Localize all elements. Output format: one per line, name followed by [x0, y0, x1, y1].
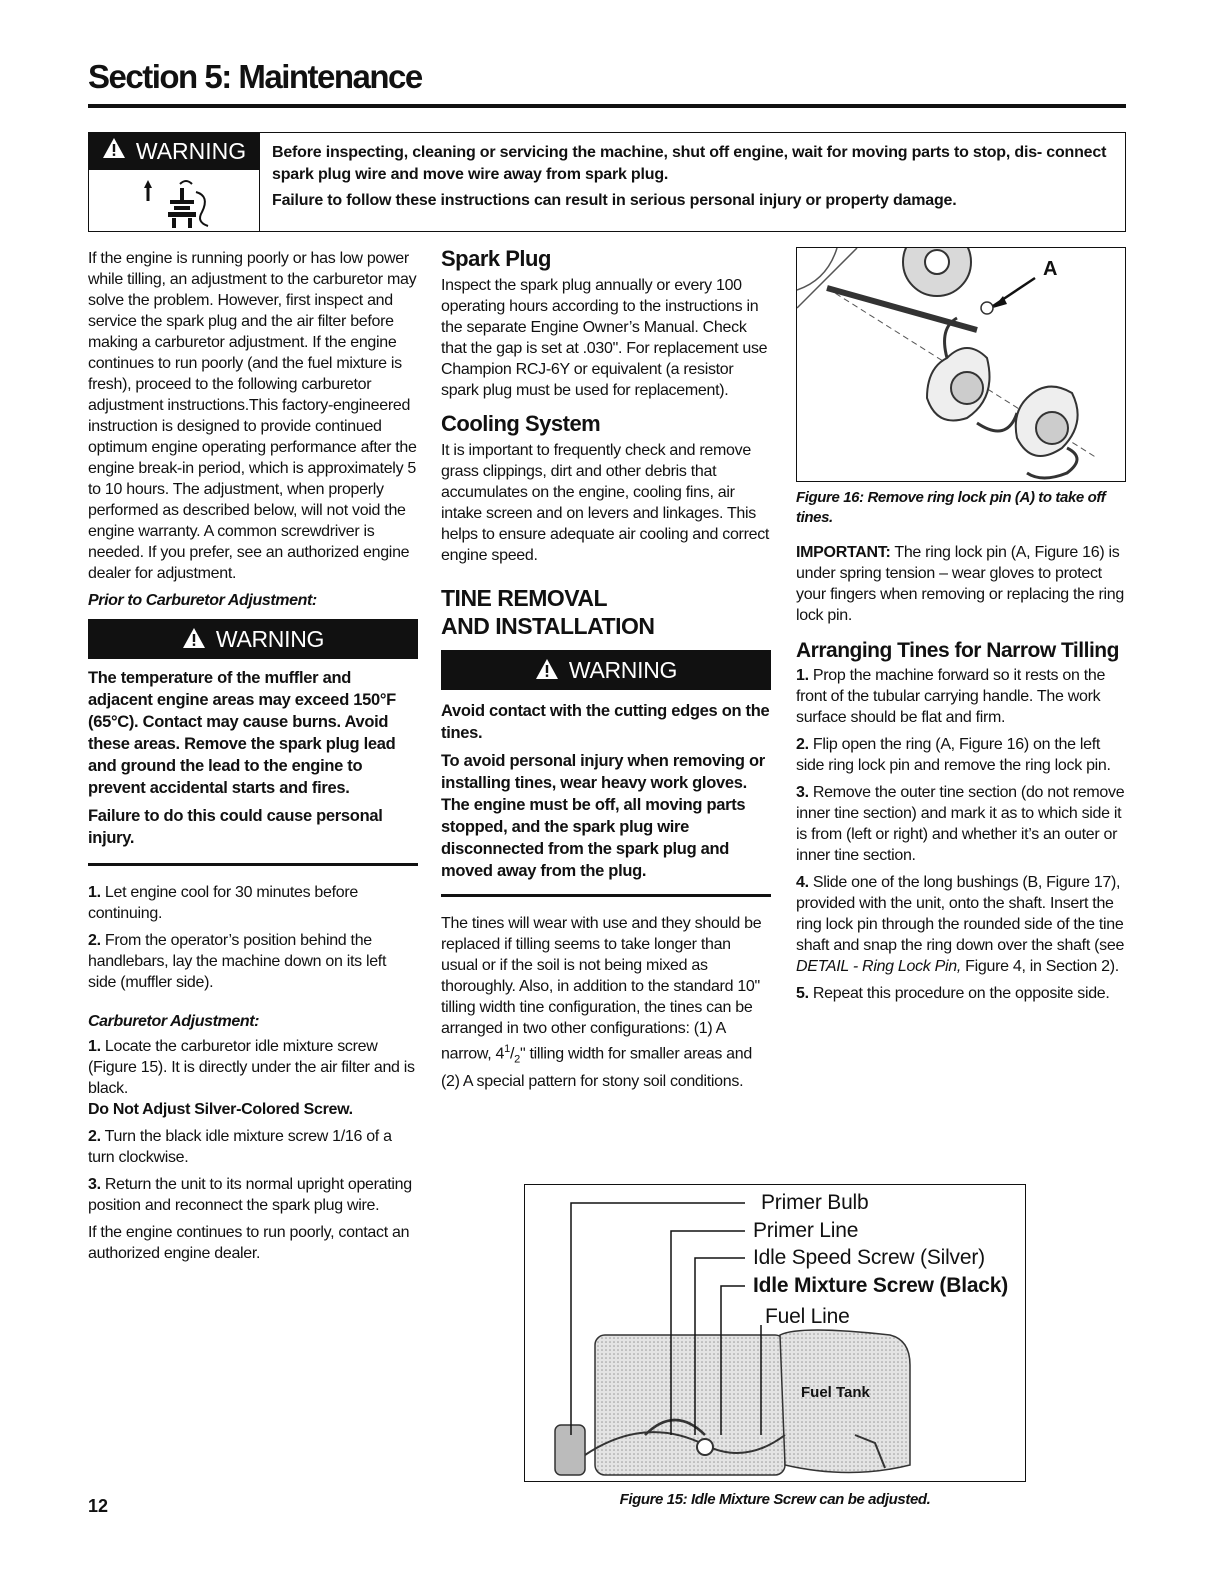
carb-closing: If the engine continues to run poorly, contact an authorized engine dealer. — [88, 1224, 410, 1262]
label-idle-speed-screw: Idle Speed Screw (Silver) — [753, 1246, 985, 1269]
column-2 — [441, 248, 771, 1098]
prior-step-2: 2. From the operator’s position behind the handlebars, lay the machine down on its left side (muffler side). — [88, 932, 387, 991]
label-fuel-line: Fuel Line — [765, 1305, 850, 1328]
column-1 — [88, 248, 418, 1270]
top-warning-badge — [88, 132, 260, 170]
column-3 — [796, 488, 1126, 1010]
arrange-step-4: 4. Slide one of the long bushings (B, Figure 17), provided with the unit, onto the shaft. Insert the ring lock pin through the rounded side of the tine shaft and snap the ring down over the shaft (see DETAIL - Ring Lock Pin, Figure 4, in Section 2). — [796, 874, 1125, 975]
muffler-warning-failure: Failure to do this could cause personal injury. — [88, 807, 383, 847]
col1-warning-badge — [88, 619, 418, 659]
top-warning-line-2: Failure to follow these instructions can result in serious personal injury or property damage. — [272, 192, 957, 209]
label-fuel-tank: Fuel Tank — [801, 1384, 870, 1401]
tine-warning-2: To avoid personal injury when removing or installing tines, wear heavy work gloves. The engine must be off, all moving parts stopped, and the spark plug wire disconnected from the spark plug and moved away from the plug. — [441, 752, 765, 880]
carburetor-intro: If the engine is running poorly or has low power while tilling, an adjustment to the carburetor may solve the problem. However, first inspect and service the spark plug and the air filter before making a carburetor adjustment. If the engine continues to run poorly (and the fuel mixture is fresh), proceed to the following carburetor adjustment instructions.This factory-engineered instruction is designed to provide continued optimum engine operating performance after the engine break-in period, which is approximately 5 to 10 hours. The adjustment, when properly performed as described below, will not void the engine warranty. A common screwdriver is needed. If you prefer, see an authorized engine dealer for adjustment. — [88, 250, 417, 582]
arrange-step-3: 3. Remove the outer tine section (do not remove inner tine section) and mark it as to which side it is from (left or right) and whether it’s an outer or inner tine section. — [796, 784, 1125, 864]
spark-plug-text: Inspect the spark plug annually or every 100 operating hours according to the instructions in the separate Engine Owner’s Manual. Check that the gap is set at .030". For replacement use Champion RCJ-6Y or equivalent (a resistor spark plug must be used for replacement). — [441, 277, 768, 399]
page-title: Section 5: Maintenance — [88, 58, 422, 95]
tine-warning-1: Avoid contact with the cutting edges on the tines. — [441, 702, 770, 742]
arranging-heading: Arranging Tines for Narrow Tilling — [796, 639, 1119, 662]
warning-triangle-icon — [535, 658, 559, 683]
page-number: 12 — [88, 1496, 109, 1516]
warning-triangle-icon — [182, 627, 206, 652]
carb-adjust-heading: Carburetor Adjustment: — [88, 1013, 260, 1030]
figure-16-callout-a: A — [1043, 258, 1058, 280]
arrange-step-1: 1. Prop the machine forward so it rests on the front of the tubular carrying handle. The work surface should be flat and firm. — [796, 667, 1106, 726]
prior-step-1: 1. Let engine cool for 30 minutes before continuing. — [88, 884, 358, 922]
col1-warning-rule — [88, 863, 418, 866]
top-warning-line-1: Before inspecting, cleaning or servicing the machine, shut off engine, wait for moving parts to stop, dis- connect spark plug wire and move wire away from spark plug. — [272, 144, 1107, 183]
carb-step-2: 2. Turn the black idle mixture screw 1/16 of a turn clockwise. — [88, 1128, 392, 1166]
label-primer-bulb: Primer Bulb — [761, 1191, 869, 1214]
figure-16-caption: Figure 16: Remove ring lock pin (A) to take off tines. — [796, 489, 1106, 526]
warning-badge-label: WARNING — [135, 137, 247, 164]
prior-heading: Prior to Carburetor Adjustment: — [88, 592, 317, 609]
col2-warning-rule — [441, 894, 771, 897]
tine-illustration — [797, 248, 1124, 480]
carb-step-1: 1. Locate the carburetor idle mixture screw (Figure 15). It is directly under the air filter and is black. — [88, 1038, 415, 1097]
cooling-text: It is important to frequently check and remove grass clippings, dirt and other debris that accumulates on the engine, cooling fins, air intake screen and on levers and linkages. This helps to ensure adequate air cooling and correct engine speed. — [441, 442, 770, 564]
col2-warning-badge — [441, 650, 771, 690]
label-idle-mixture-screw: Idle Mixture Screw (Black) — [753, 1274, 1009, 1297]
arrange-step-2: 2. Flip open the ring (A, Figure 16) on the left side ring lock pin and remove the ring lock pin. — [796, 736, 1111, 774]
figure-16 — [796, 247, 1126, 482]
tines-text: The tines will wear with use and they should be replaced if tilling seems to take longer than usual or if the soil is not being mixed as thoroughly. Also, in addition to the standard 10" tilling width tine configuration, the tines can be arranged in two other configurations: (1) A narrow, $4^1/_2$" tilling width for smaller areas and (2) A special pattern for stony soil conditions. — [441, 915, 762, 1090]
label-primer-line: Primer Line — [753, 1219, 859, 1242]
arrange-step-5: 5. Repeat this procedure on the opposite side. — [796, 985, 1110, 1002]
spark-plug-disconnect-icon — [88, 170, 260, 232]
spark-plug-heading: Spark Plug — [441, 246, 551, 271]
title-rule — [88, 104, 1126, 108]
warning-triangle-icon — [102, 137, 126, 165]
warning-badge-label: WARNING — [568, 656, 678, 683]
figure-15-caption: Figure 15: Idle Mixture Screw can be adjusted. — [619, 1491, 931, 1508]
carb-step-3: 3. Return the unit to its normal upright operating position and reconnect the spark plug wire. — [88, 1176, 412, 1214]
cooling-heading: Cooling System — [441, 411, 601, 436]
carb-step-1-caution: Do Not Adjust Silver-Colored Screw. — [88, 1101, 353, 1118]
tine-heading-1: TINE REMOVAL — [441, 585, 608, 611]
figure-15 — [524, 1184, 1026, 1482]
important-note: IMPORTANT: The ring lock pin (A, Figure 16) is under spring tension – wear gloves to protect your fingers when removing or replacing the ring lock pin. — [796, 544, 1124, 624]
warning-badge-label: WARNING — [215, 625, 325, 652]
top-warning-text — [272, 142, 1122, 216]
tine-heading-2: AND INSTALLATION — [441, 613, 655, 639]
muffler-warning: The temperature of the muffler and adjacent engine areas may exceed 150°F (65°C). Contact may cause burns. Avoid these areas. Remove the spark plug lead and ground the lead to the engine to prevent accidental starts and fires. — [88, 669, 396, 797]
